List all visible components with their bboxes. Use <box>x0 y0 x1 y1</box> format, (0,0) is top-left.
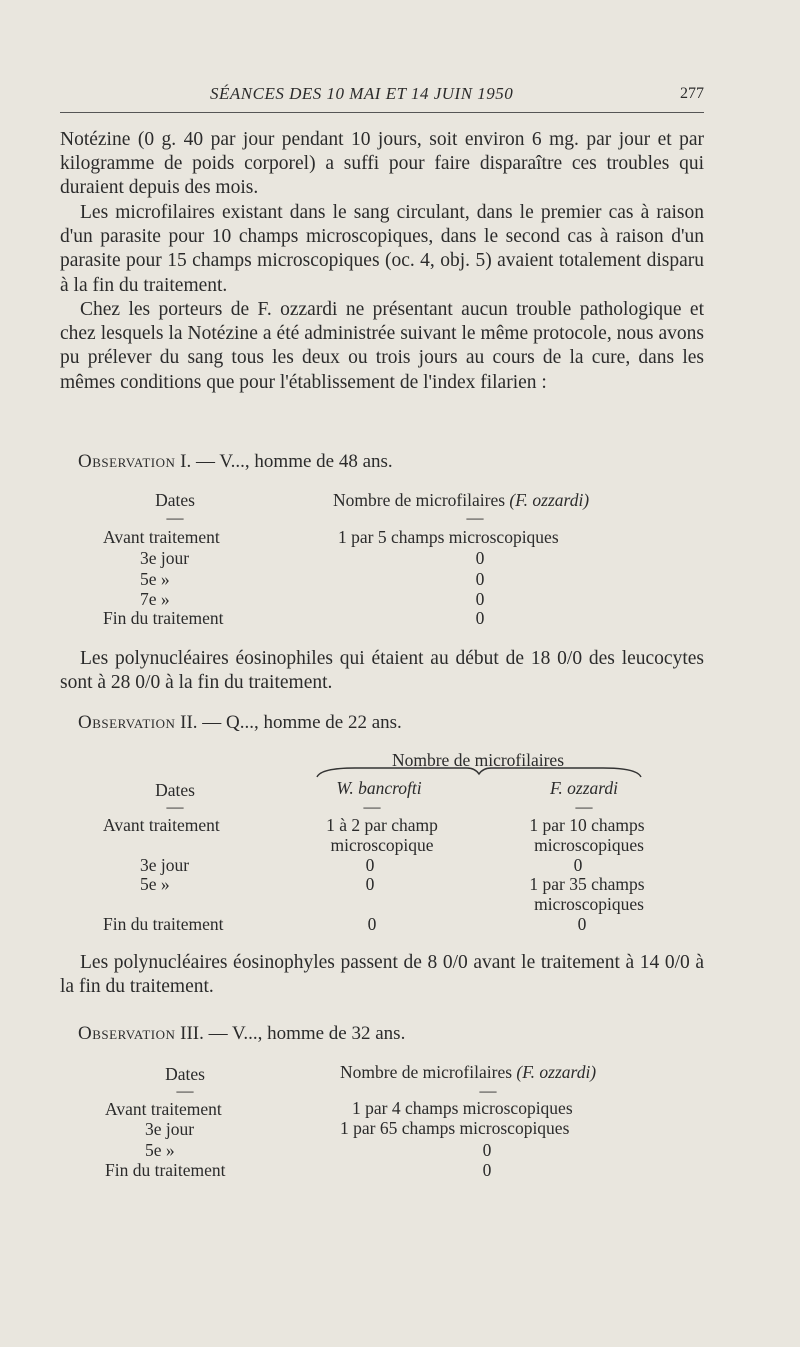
obs1-note: Les polynucléaires éosinophiles qui étaient au début de 18 0/0 des leucocytes sont à 28 0/0 à la fin du traitement. <box>60 648 704 694</box>
observation-2-label: Observation <box>78 712 176 733</box>
obs2-col-bancrofti: W. bancrofti <box>336 778 422 798</box>
observation-3-label: Observation <box>78 1023 176 1044</box>
obs2-ozzardi-dash: — <box>575 797 593 816</box>
observation-2-heading <box>78 712 402 734</box>
obs2-row2-ozzardi: 0 <box>573 855 583 875</box>
running-title: SÉANCES DES 10 MAI ET 14 JUIN 1950 <box>210 84 514 103</box>
obs1-row1-value: 1 par 5 champs microscopiques <box>338 527 559 547</box>
page-number: 277 <box>680 85 704 102</box>
obs1-row3-value: 0 <box>475 569 485 589</box>
obs2-row1-date: Avant traitement <box>103 815 220 835</box>
obs2-row1-ozzardi-line1: 1 par 10 champs <box>529 815 645 835</box>
obs1-row4-value: 0 <box>475 589 485 609</box>
obs2-row3-ozzardi-line2: microscopiques <box>534 894 644 914</box>
obs2-row2-bancrofti: 0 <box>365 855 375 875</box>
obs2-bancrofti-dash: — <box>363 797 381 816</box>
obs3-count-dash: — <box>479 1081 497 1100</box>
observation-1-heading <box>78 451 393 473</box>
obs2-dates-dash: — <box>166 797 184 816</box>
obs3-row1-date: Avant traitement <box>105 1099 222 1119</box>
observation-3-heading <box>78 1023 405 1045</box>
obs2-row3-ozzardi-line1: 1 par 35 champs <box>529 874 645 894</box>
obs2-row4-ozzardi: 0 <box>577 914 587 934</box>
obs1-row4-date: 7e » <box>140 589 170 609</box>
obs2-row1-ozzardi-line2: microscopiques <box>534 835 644 855</box>
obs1-row5-date: Fin du traitement <box>103 608 224 628</box>
obs3-row4-date: Fin du traitement <box>105 1160 226 1180</box>
obs2-row3-bancrofti: 0 <box>365 874 375 894</box>
obs1-row5-value: 0 <box>475 608 485 628</box>
obs1-row3-date: 5e » <box>140 569 170 589</box>
obs2-row4-date: Fin du traitement <box>103 914 224 934</box>
observation-1-title: I. — V..., homme de 48 ans. <box>175 451 393 472</box>
obs1-col-count-species: (F. ozzardi) <box>509 490 590 510</box>
observation-2-title: II. — Q..., homme de 22 ans. <box>175 712 402 733</box>
obs2-col-ozzardi: F. ozzardi <box>549 778 619 798</box>
obs3-col-count-species: (F. ozzardi) <box>516 1062 597 1082</box>
obs3-col-count <box>340 1062 596 1082</box>
observation-3-title: III. — V..., homme de 32 ans. <box>175 1023 406 1044</box>
obs3-row4-value: 0 <box>482 1160 492 1180</box>
paragraph-2: Les microfilaires existant dans le sang circulant, dans le premier cas à raison d'un parasite pour 10 champs microscopiques, dans le second cas à raison d'un parasite pour 15 champs microscopiques (oc. 4, obj. 5) avaient totalement disparu à la fin du traitement. <box>60 202 704 296</box>
obs2-row4-bancrofti: 0 <box>367 914 377 934</box>
obs1-col-count <box>333 490 589 510</box>
obs3-col-count-label: Nombre de microfilaires <box>340 1062 513 1082</box>
obs2-group-brace <box>315 766 643 778</box>
obs2-row1-bancrofti-line2: microscopique <box>330 835 434 855</box>
obs2-row1-bancrofti-line1: 1 à 2 par champ <box>326 815 438 835</box>
obs2-note: Les polynucléaires éosinophyles passent de 8 0/0 avant le traitement à 14 0/0 à la fin du traitement. <box>60 952 704 998</box>
paragraph-1: Notézine (0 g. 40 par jour pendant 10 jours, soit environ 6 mg. par jour et par kilogramme de poids corporel) a suffi pour faire disparaître ces troubles qui duraient depuis des mois. <box>60 129 704 199</box>
obs2-col-group: Nombre de microfilaires <box>391 750 565 770</box>
paragraph-3: Chez les porteurs de F. ozzardi ne présentant aucun trouble pathologique et chez lesquels la Notézine a été administrée suivant le même protocole, nous avons pu prélever du sang tous les deux ou trois jours au cours de la cure, dans les mêmes conditions que pour l'établissement de l'index filarien : <box>60 299 704 393</box>
obs2-row2-date: 3e jour <box>140 855 190 875</box>
obs3-row1-value: 1 par 4 champs microscopiques <box>352 1098 573 1118</box>
obs3-col-dates: Dates <box>165 1064 205 1084</box>
obs3-row3-value: 0 <box>482 1140 492 1160</box>
obs3-dates-dash: — <box>176 1081 194 1100</box>
observation-1-label: Observation <box>78 451 176 472</box>
obs3-row2-date: 3e jour <box>145 1119 195 1139</box>
obs1-row2-value: 0 <box>475 548 485 568</box>
obs1-row1-date: Avant traitement <box>103 527 220 547</box>
obs1-col-count-label: Nombre de microfilaires <box>333 490 506 510</box>
obs3-row2-value: 1 par 65 champs microscopiques <box>340 1118 570 1138</box>
obs2-col-dates: Dates <box>155 780 195 800</box>
obs1-count-dash: — <box>466 508 484 527</box>
page-header <box>60 84 704 113</box>
obs3-row3-date: 5e » <box>145 1140 175 1160</box>
obs1-dates-dash: — <box>166 508 184 527</box>
obs1-row2-date: 3e jour <box>140 548 190 568</box>
obs1-col-dates: Dates <box>155 490 195 510</box>
obs2-row3-date: 5e » <box>140 874 170 894</box>
